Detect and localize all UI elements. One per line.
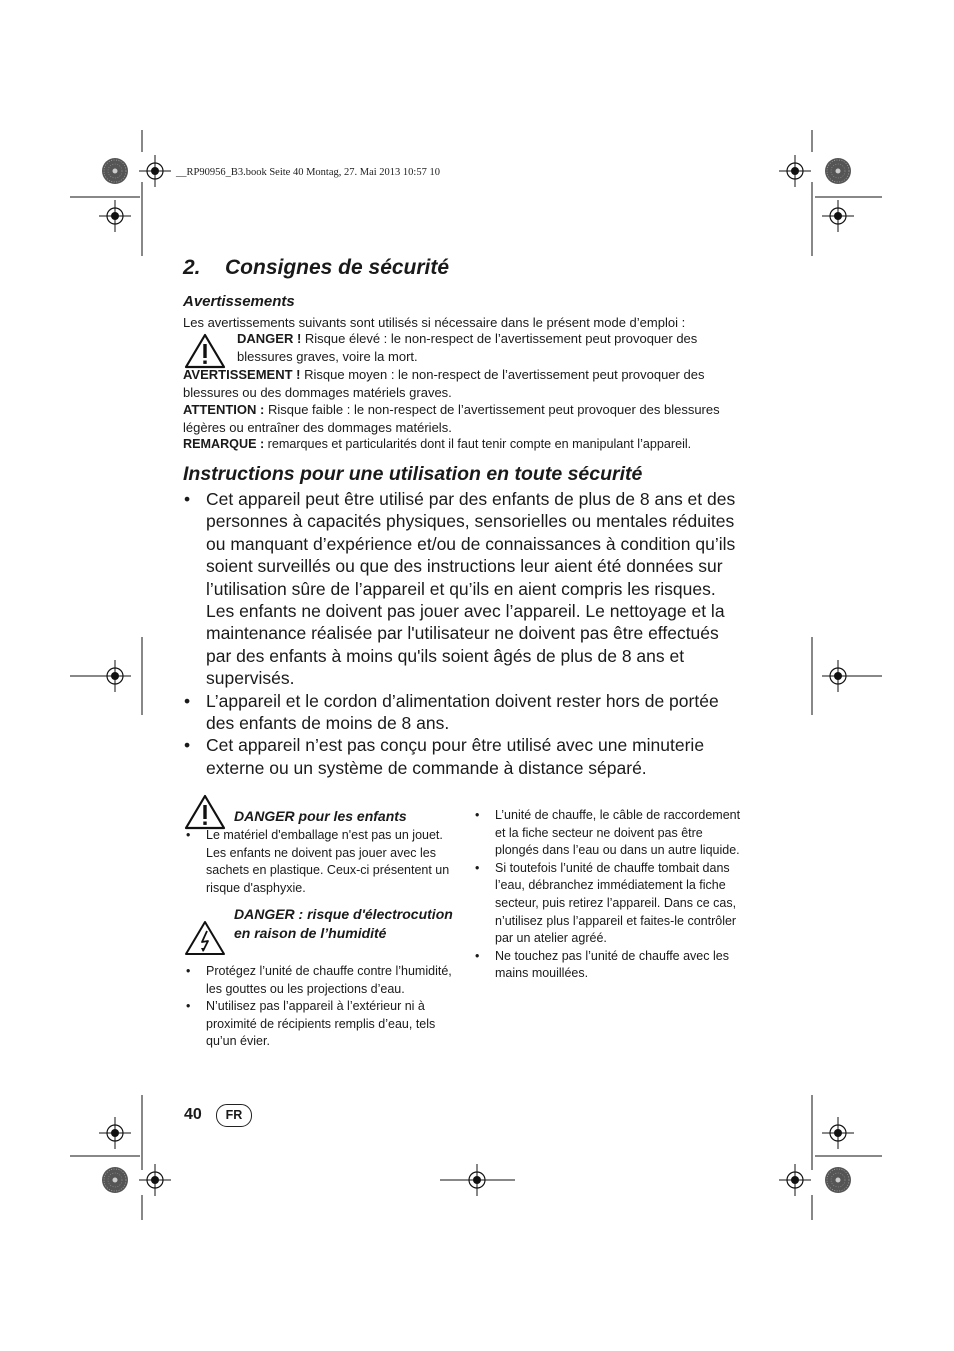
danger-electric-title: DANGER : risque d'électrocution en raison de l’humidité: [234, 906, 453, 941]
page-number: 40: [184, 1106, 202, 1123]
section-number: 2.: [183, 256, 201, 279]
list-item: • Cet appareil n’est pas conçu pour être utilisé avec une minuterie externe ou un système de commande à distance séparé.: [183, 734, 748, 779]
list-item: • N’utilisez pas l’appareil à l’extérieur ni à proximité de récipients remplis d’eau, tels qu’un évier.: [184, 998, 456, 1051]
danger-children-list: [184, 827, 456, 897]
danger-text: Risque élevé : le non-respect de l’avertissement peut provoquer des blessures graves, voire la mort.: [237, 331, 698, 364]
remarque-text: remarques et particularités dont il faut tenir compte en manipulant l’appareil.: [264, 437, 692, 451]
right-column-list: [473, 807, 749, 983]
registration-mark-icon: [139, 155, 171, 187]
instructions-title: Instructions pour une utilisation en toute sécurité: [183, 463, 643, 485]
registration-mark-icon: [822, 1117, 854, 1149]
registration-mark-icon: [822, 660, 854, 692]
list-item: • Si toutefois l’unité de chauffe tombait dans l’eau, débranchez immédiatement la fiche secteur, puis retirez l’appareil. Dans ce cas, n’utilisez plus l’appareil et faites-le contrôler par un atelier agréé.: [473, 860, 749, 948]
list-item: • L’appareil et le cordon d’alimentation doivent rester hors de portée des enfants de moins de 8 ans.: [183, 690, 748, 735]
section-heading: [183, 256, 449, 280]
avertissement-label: AVERTISSEMENT !: [183, 367, 301, 382]
remarque-label: REMARQUE :: [183, 437, 265, 451]
registration-mark-icon: [99, 1117, 131, 1149]
warning-triangle-icon: [184, 794, 226, 830]
warnings-title: Avertissements: [183, 293, 295, 310]
section-title: Consignes de sécurité: [225, 256, 450, 279]
list-item: • L’unité de chauffe, le câble de raccordement et la fiche secteur ne doivent pas être plongés dans l’eau ou dans un autre liquide.: [473, 807, 749, 860]
list-item: • Protégez l’unité de chauffe contre l’humidité, les gouttes ou les projections d’eau.: [184, 963, 456, 998]
attention-definition: [183, 401, 748, 436]
language-badge: FR: [216, 1104, 252, 1127]
danger-children-title: DANGER pour les enfants: [234, 808, 407, 824]
attention-label: ATTENTION :: [183, 402, 265, 417]
registration-mark-icon: [139, 1164, 171, 1196]
star-target-icon: [825, 1167, 851, 1193]
print-file-header: __RP90956_B3.book Seite 40 Montag, 27. Mai 2013 10:57 10: [176, 167, 440, 178]
star-target-icon: [825, 158, 851, 184]
list-item: • Ne touchez pas l’unité de chauffe avec les mains mouillées.: [473, 948, 749, 983]
warnings-intro: Les avertissements suivants sont utilisés si nécessaire dans le présent mode d’emploi :: [183, 315, 686, 330]
avertissement-text: Risque moyen : le non-respect de l’avertissement peut provoquer des blessures ou des dommages matériels graves.: [183, 367, 705, 400]
danger-label: DANGER !: [237, 331, 302, 346]
registration-mark-icon: [779, 155, 811, 187]
avertissement-definition: [183, 366, 748, 401]
registration-mark-icon: [99, 660, 131, 692]
instructions-list: [183, 488, 748, 779]
star-target-icon: [102, 1167, 128, 1193]
registration-mark-icon: [822, 200, 854, 232]
electric-hazard-icon: [184, 920, 226, 956]
warning-triangle-icon: [184, 333, 226, 369]
danger-definition: [237, 330, 747, 365]
list-item: • Le matériel d'emballage n'est pas un jouet. Les enfants ne doivent pas jouer avec les sachets en plastique. Ceux-ci présentent un risque d'asphyxie.: [184, 827, 456, 897]
danger-electric-list: [184, 963, 456, 1051]
registration-mark-icon: [779, 1164, 811, 1196]
star-target-icon: [102, 158, 128, 184]
registration-mark-icon: [99, 200, 131, 232]
remarque-definition: [183, 436, 753, 454]
attention-text: Risque faible : le non-respect de l’avertissement peut provoquer des blessures légères ou entraîner des dommages matériels.: [183, 402, 720, 435]
list-item: • Cet appareil peut être utilisé par des enfants de plus de 8 ans et des personnes à capacités physiques, sensorielles ou mentales réduites ou manquant d’expérience et/ou de connaissances à condition qu’ils soient surveillés ou que des instructions leur aient été données sur l’utilisation sûre de l’appareil et qu’ils en aient compris les risques. Les enfants ne doivent pas jouer avec l’appareil. Le nettoyage et la maintenance réalisée par l'utilisateur ne doivent pas être effectués par des enfants à moins qu'ils soient âgés de plus de 8 ans et supervisés.: [183, 488, 748, 690]
